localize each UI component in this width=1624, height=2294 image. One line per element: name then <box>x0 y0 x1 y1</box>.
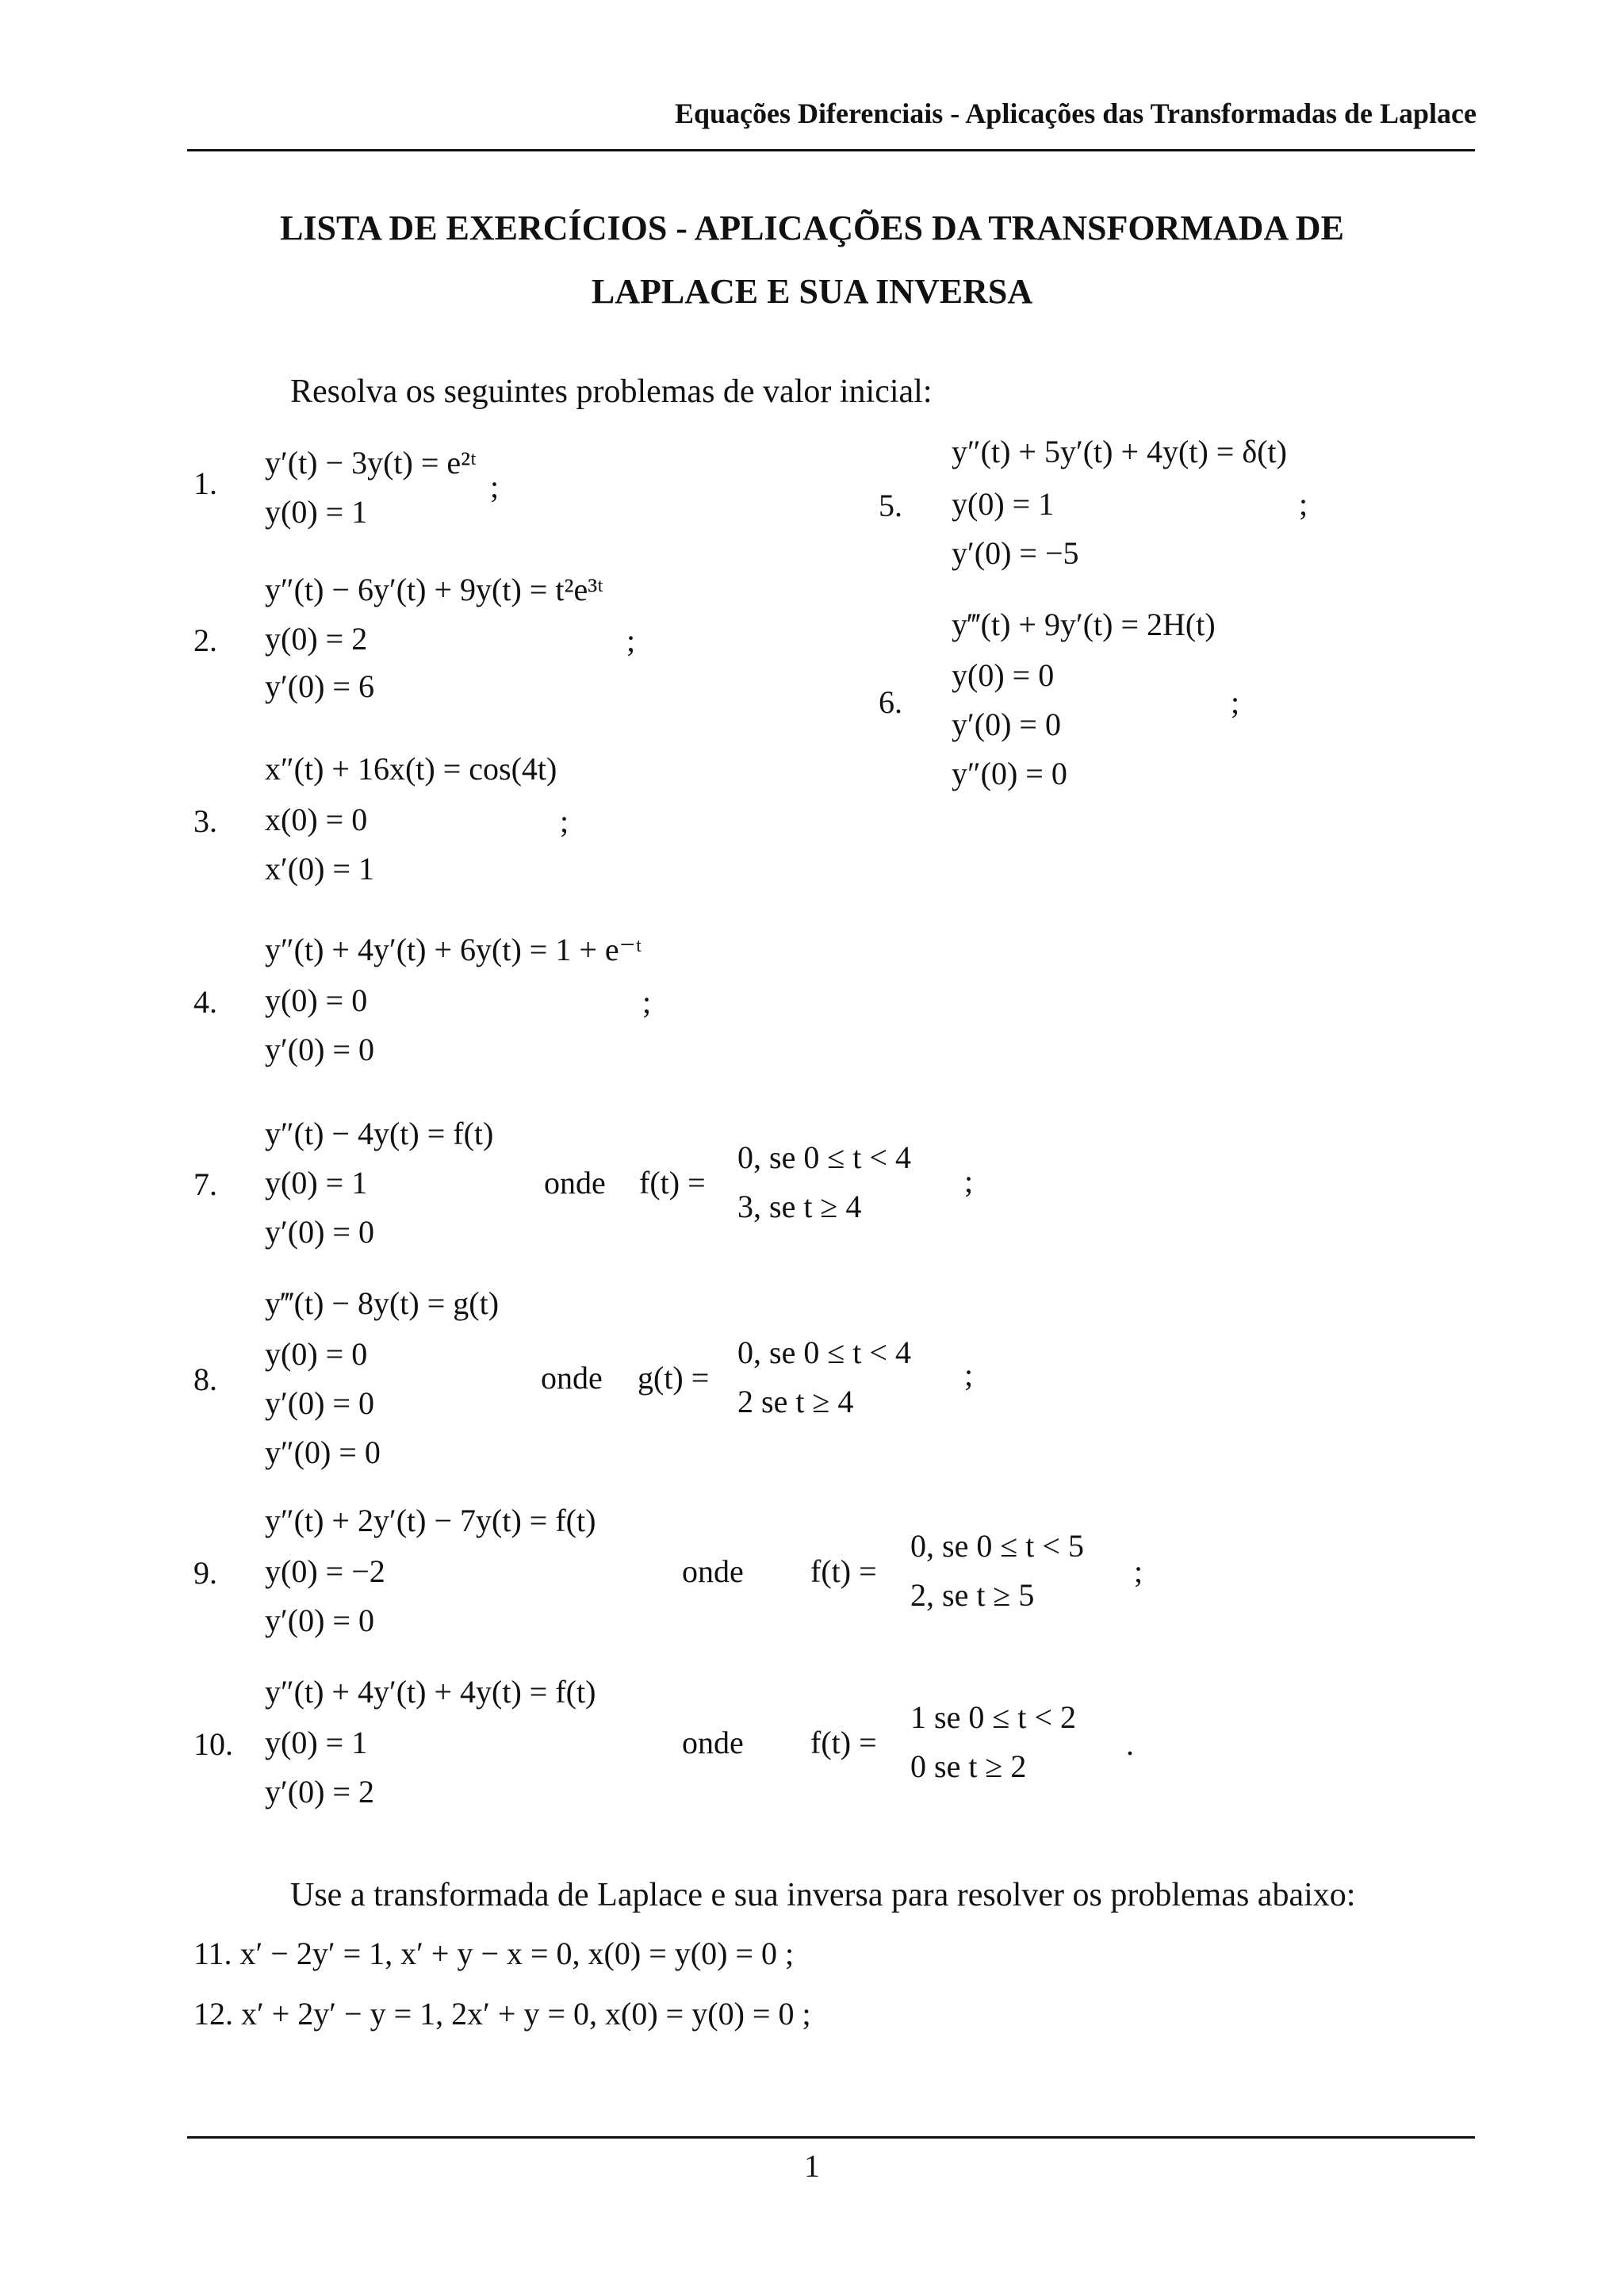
problem-10-ic2: y′(0) = 2 <box>265 1774 374 1810</box>
problem-8-number: 8. <box>193 1361 217 1397</box>
problem-8-onde: onde <box>541 1360 603 1396</box>
problem-1-ic1: y(0) = 1 <box>265 494 368 530</box>
problem-11: 11. x′ − 2y′ = 1, x′ + y − x = 0, x(0) = y(0) = 0 ; <box>193 1936 795 1971</box>
problem-1-number: 1. <box>193 465 217 501</box>
problem-7-number: 7. <box>193 1166 217 1202</box>
running-header: Equações Diferenciais - Aplicações das Transformadas de Laplace <box>675 98 1477 129</box>
page-number: 1 <box>804 2148 820 2184</box>
problem-3-ic2: x′(0) = 1 <box>265 851 374 887</box>
problem-9-function: f(t) = <box>810 1553 877 1589</box>
problem-10-ic1: y(0) = 1 <box>265 1725 368 1760</box>
problem-10-function: f(t) = <box>810 1725 877 1760</box>
problem-7-ic1: y(0) = 1 <box>265 1165 368 1201</box>
problem-3-semicolon: ; <box>560 803 569 839</box>
problem-7-semicolon: ; <box>964 1163 974 1199</box>
problem-10-number: 10. <box>193 1726 233 1762</box>
problem-8-ic3: y″(0) = 0 <box>265 1434 381 1470</box>
intro-text: Resolva os seguintes problemas de valor inicial: <box>290 373 933 410</box>
problem-7-ic2: y′(0) = 0 <box>265 1214 374 1250</box>
problem-2-equation: y″(t) − 6y′(t) + 9y(t) = t²e³ᵗ <box>265 572 603 607</box>
problem-6-ic1: y(0) = 0 <box>952 657 1055 693</box>
problem-8-ic1: y(0) = 0 <box>265 1336 368 1372</box>
problem-6-semicolon: ; <box>1231 684 1240 720</box>
problem-9-case2: 2, se t ≥ 5 <box>910 1577 1035 1613</box>
problem-8-function: g(t) = <box>638 1360 710 1396</box>
problem-2-ic2: y′(0) = 6 <box>265 668 374 704</box>
problem-10-case2: 0 se t ≥ 2 <box>910 1748 1027 1784</box>
problem-7-case2: 3, se t ≥ 4 <box>737 1189 862 1224</box>
problem-9-onde: onde <box>682 1553 744 1589</box>
problem-5-ic1: y(0) = 1 <box>952 486 1055 522</box>
problem-10-case1: 1 se 0 ≤ t < 2 <box>910 1699 1076 1735</box>
problem-10-onde: onde <box>682 1725 744 1760</box>
problem-8-equation: y‴(t) − 8y(t) = g(t) <box>265 1285 500 1321</box>
problem-9-ic1: y(0) = −2 <box>265 1553 385 1589</box>
problem-9-case1: 0, se 0 ≤ t < 5 <box>910 1528 1084 1564</box>
problem-9-ic2: y′(0) = 0 <box>265 1603 374 1638</box>
problem-9-number: 9. <box>193 1555 217 1591</box>
page-title-line1: LISTA DE EXERCÍCIOS - APLICAÇÕES DA TRANSFORMADA DE <box>280 209 1344 247</box>
intro-text-2: Use a transformada de Laplace e sua inversa para resolver os problemas abaixo: <box>290 1877 1356 1913</box>
problem-5-semicolon: ; <box>1299 486 1308 522</box>
header-rule <box>187 149 1475 151</box>
problem-5-ic2: y′(0) = −5 <box>952 535 1079 571</box>
problem-8-case1: 0, se 0 ≤ t < 4 <box>737 1335 911 1370</box>
problem-8-semicolon: ; <box>964 1357 974 1392</box>
problem-3-equation: x″(t) + 16x(t) = cos(4t) <box>265 751 557 787</box>
problem-3-ic1: x(0) = 0 <box>265 802 368 837</box>
problem-3-number: 3. <box>193 803 217 839</box>
problem-10-period: . <box>1126 1726 1134 1762</box>
problem-7-case1: 0, se 0 ≤ t < 4 <box>737 1139 911 1175</box>
problem-9-equation: y″(t) + 2y′(t) − 7y(t) = f(t) <box>265 1503 596 1538</box>
problem-4-equation: y″(t) + 4y′(t) + 6y(t) = 1 + e⁻ᵗ <box>265 932 642 967</box>
problem-2-ic1: y(0) = 2 <box>265 621 368 657</box>
problem-10-equation: y″(t) + 4y′(t) + 4y(t) = f(t) <box>265 1674 596 1710</box>
problem-8-case2: 2 se t ≥ 4 <box>737 1384 854 1419</box>
problem-4-semicolon: ; <box>642 984 652 1020</box>
problem-8-ic2: y′(0) = 0 <box>265 1385 374 1421</box>
problem-2-semicolon: ; <box>626 622 636 658</box>
problem-1-semicolon: ; <box>490 469 500 504</box>
problem-6-number: 6. <box>879 684 902 720</box>
problem-6-ic2: y′(0) = 0 <box>952 707 1061 742</box>
problem-6-ic3: y″(0) = 0 <box>952 756 1067 791</box>
problem-7-function: f(t) = <box>639 1165 706 1201</box>
problem-12: 12. x′ + 2y′ − y = 1, 2x′ + y = 0, x(0) = y(0) = 0 ; <box>193 1996 811 2032</box>
problem-1-equation: y′(t) − 3y(t) = e²ᵗ <box>265 445 477 481</box>
problem-4-number: 4. <box>193 984 217 1020</box>
problem-2-number: 2. <box>193 622 217 658</box>
page-title-line2: LAPLACE E SUA INVERSA <box>591 272 1033 311</box>
problem-5-equation: y″(t) + 5y′(t) + 4y(t) = δ(t) <box>952 434 1287 469</box>
problem-7-equation: y″(t) − 4y(t) = f(t) <box>265 1116 494 1151</box>
problem-5-number: 5. <box>879 488 902 523</box>
problem-9-semicolon: ; <box>1134 1553 1143 1589</box>
problem-4-ic2: y′(0) = 0 <box>265 1032 374 1067</box>
footer-rule <box>187 2136 1475 2139</box>
problem-4-ic1: y(0) = 0 <box>265 982 368 1018</box>
problem-7-onde: onde <box>544 1165 606 1201</box>
problem-6-equation: y‴(t) + 9y′(t) = 2H(t) <box>952 607 1216 642</box>
